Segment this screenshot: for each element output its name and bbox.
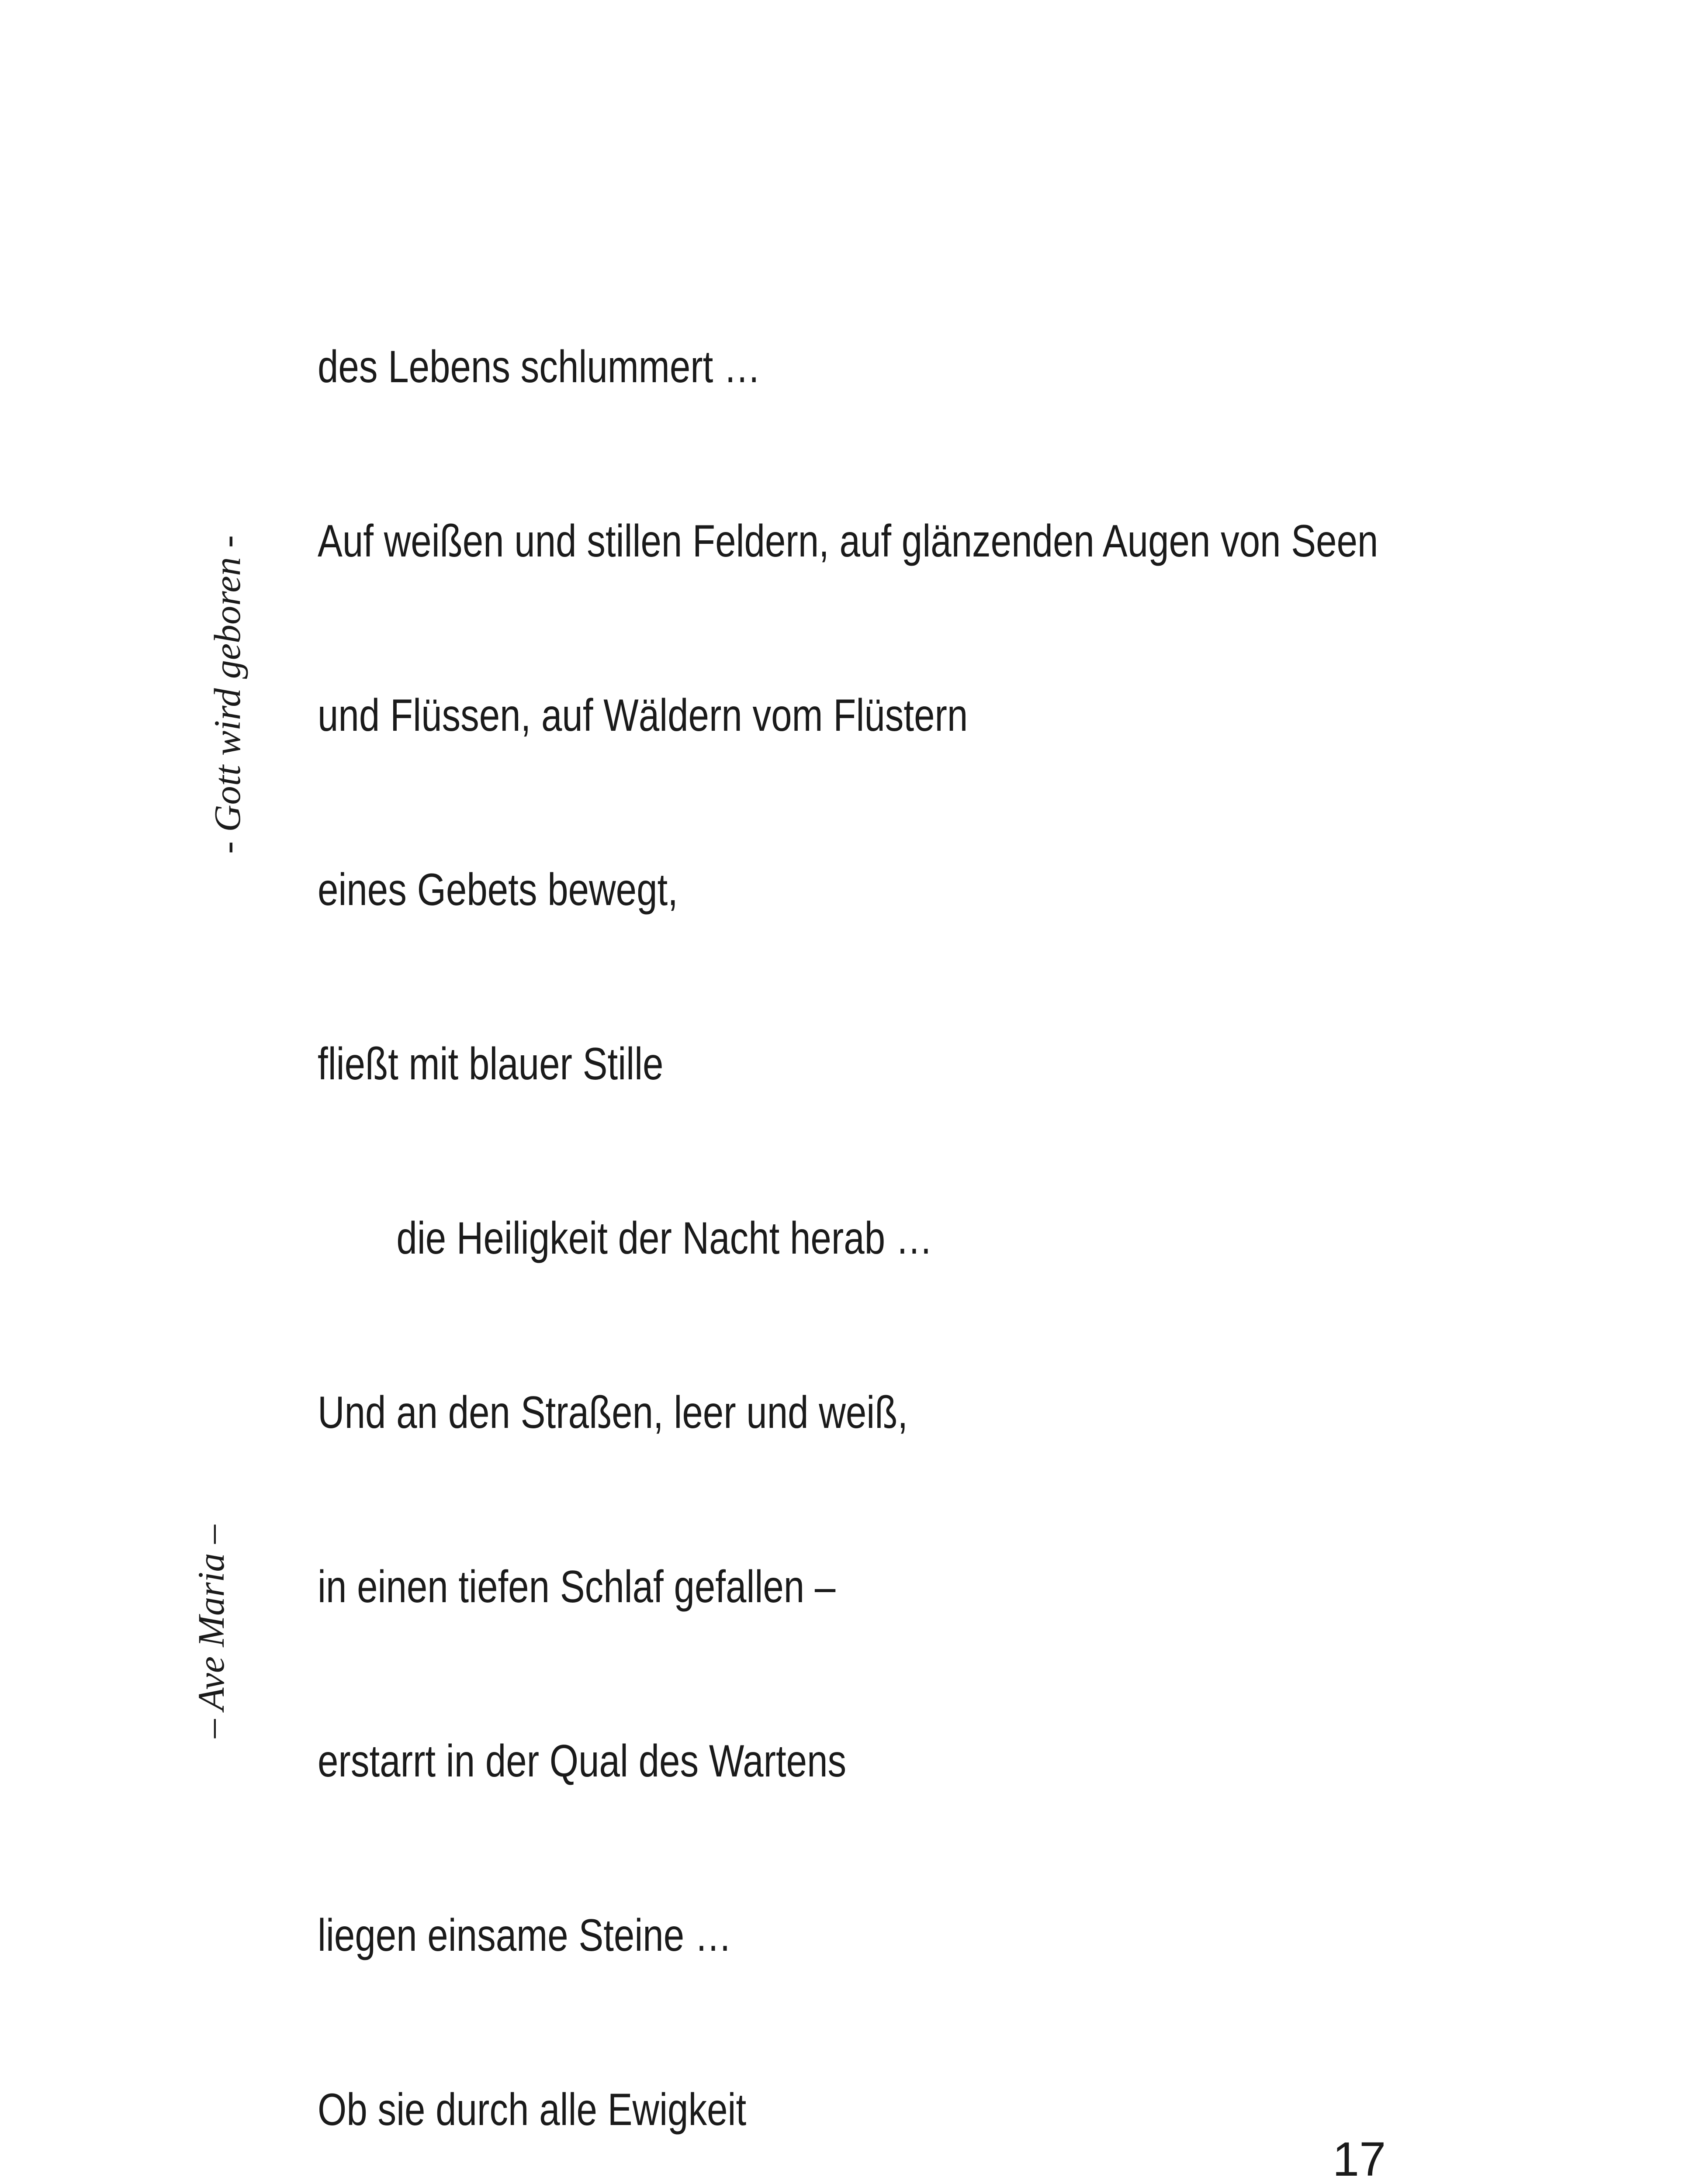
- poem-line: erstarrt in der Qual des Wartens: [318, 1736, 847, 1787]
- poem-line: des Lebens schlummert …: [318, 342, 761, 392]
- poem-line: und Flüssen, auf Wäldern vom Flüstern: [318, 690, 968, 741]
- poem-line: die Heiligkeit der Nacht herab …: [396, 1213, 933, 1264]
- poem-line: eines Gebets bewegt,: [318, 864, 678, 915]
- poem-line: liegen einsame Steine …: [318, 1910, 732, 1961]
- poem-line: Ob sie durch alle Ewigkeit: [318, 2084, 747, 2135]
- poem-line: Und an den Straßen, leer und weiß,: [318, 1387, 908, 1438]
- side-running-title-bottom: – Ave Maria –: [190, 1524, 232, 1738]
- poem-line: in einen tiefen Schlaf gefallen –: [318, 1562, 836, 1612]
- side-running-title-top: - Gott wird geboren -: [206, 535, 248, 854]
- page-number: 17: [1333, 2132, 1386, 2184]
- poem-line: Auf weißen und stillen Feldern, auf glänzenden Augen von Seen: [318, 516, 1378, 567]
- poem-line: fließt mit blauer Stille: [318, 1039, 664, 1089]
